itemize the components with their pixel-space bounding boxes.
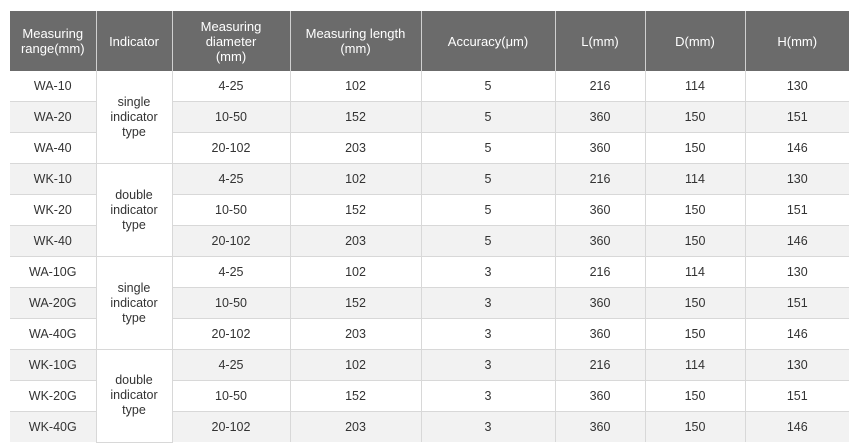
length-cell: 102 — [290, 71, 421, 102]
model-cell: WA-20G — [10, 288, 96, 319]
h-cell: 146 — [745, 412, 849, 443]
l-cell: 360 — [555, 288, 645, 319]
l-cell: 360 — [555, 226, 645, 257]
d-cell: 150 — [645, 319, 745, 350]
l-cell: 360 — [555, 102, 645, 133]
model-cell: WK-10G — [10, 350, 96, 381]
d-cell: 150 — [645, 195, 745, 226]
model-cell: WA-10 — [10, 71, 96, 102]
header-row — [10, 11, 849, 71]
length-cell: 152 — [290, 102, 421, 133]
model-cell: WK-20G — [10, 381, 96, 412]
model-cell: WK-10 — [10, 164, 96, 195]
length-cell: 152 — [290, 195, 421, 226]
d-cell: 114 — [645, 71, 745, 102]
indicator-cell: double indicator type — [96, 164, 172, 257]
length-cell: 152 — [290, 381, 421, 412]
h-cell: 130 — [745, 164, 849, 195]
l-cell: 360 — [555, 319, 645, 350]
table-row — [10, 350, 849, 381]
diameter-cell: 20-102 — [172, 226, 290, 257]
indicator-cell: single indicator type — [96, 71, 172, 164]
diameter-cell: 10-50 — [172, 288, 290, 319]
table-row — [10, 164, 849, 195]
h-cell: 146 — [745, 133, 849, 164]
accuracy-cell: 5 — [421, 102, 555, 133]
accuracy-cell: 3 — [421, 257, 555, 288]
table-header — [10, 11, 849, 71]
length-cell: 203 — [290, 319, 421, 350]
length-cell: 203 — [290, 412, 421, 443]
length-cell: 102 — [290, 350, 421, 381]
length-cell: 102 — [290, 257, 421, 288]
length-cell: 203 — [290, 133, 421, 164]
accuracy-cell: 3 — [421, 288, 555, 319]
indicator-cell: single indicator type — [96, 257, 172, 350]
l-cell: 216 — [555, 350, 645, 381]
table-row — [10, 257, 849, 288]
l-cell: 360 — [555, 412, 645, 443]
model-cell: WA-20 — [10, 102, 96, 133]
d-cell: 150 — [645, 288, 745, 319]
accuracy-cell: 3 — [421, 412, 555, 443]
diameter-cell: 4-25 — [172, 350, 290, 381]
l-cell: 216 — [555, 71, 645, 102]
h-cell: 151 — [745, 195, 849, 226]
diameter-cell: 10-50 — [172, 381, 290, 412]
accuracy-cell: 3 — [421, 381, 555, 412]
l-cell: 360 — [555, 195, 645, 226]
length-cell: 203 — [290, 226, 421, 257]
d-cell: 150 — [645, 226, 745, 257]
d-cell: 150 — [645, 412, 745, 443]
h-cell: 130 — [745, 71, 849, 102]
header-measuring-diameter: Measuring diameter (mm) — [172, 11, 290, 71]
l-cell: 216 — [555, 257, 645, 288]
length-cell: 152 — [290, 288, 421, 319]
h-cell: 130 — [745, 350, 849, 381]
table-body — [10, 71, 849, 442]
model-cell: WA-40 — [10, 133, 96, 164]
diameter-cell: 10-50 — [172, 102, 290, 133]
l-cell: 216 — [555, 164, 645, 195]
l-cell: 360 — [555, 133, 645, 164]
model-cell: WK-40G — [10, 412, 96, 443]
accuracy-cell: 5 — [421, 195, 555, 226]
table-row — [10, 71, 849, 102]
indicator-cell: double indicator type — [96, 350, 172, 443]
accuracy-cell: 5 — [421, 71, 555, 102]
header-d: D(mm) — [645, 11, 745, 71]
diameter-cell: 20-102 — [172, 319, 290, 350]
d-cell: 114 — [645, 164, 745, 195]
accuracy-cell: 5 — [421, 226, 555, 257]
accuracy-cell: 3 — [421, 350, 555, 381]
h-cell: 146 — [745, 226, 849, 257]
accuracy-cell: 5 — [421, 164, 555, 195]
model-cell: WK-20 — [10, 195, 96, 226]
h-cell: 151 — [745, 288, 849, 319]
l-cell: 360 — [555, 381, 645, 412]
h-cell: 151 — [745, 381, 849, 412]
diameter-cell: 20-102 — [172, 412, 290, 443]
diameter-cell: 10-50 — [172, 195, 290, 226]
header-accuracy: Accuracy(μm) — [421, 11, 555, 71]
spec-table — [10, 11, 849, 443]
model-cell: WA-40G — [10, 319, 96, 350]
header-measuring-range: Measuring range(mm) — [10, 11, 96, 71]
accuracy-cell: 3 — [421, 319, 555, 350]
length-cell: 102 — [290, 164, 421, 195]
d-cell: 114 — [645, 257, 745, 288]
header-l: L(mm) — [555, 11, 645, 71]
diameter-cell: 4-25 — [172, 257, 290, 288]
header-indicator: Indicator — [96, 11, 172, 71]
h-cell: 130 — [745, 257, 849, 288]
accuracy-cell: 5 — [421, 133, 555, 164]
d-cell: 150 — [645, 133, 745, 164]
header-measuring-length: Measuring length (mm) — [290, 11, 421, 71]
header-h: H(mm) — [745, 11, 849, 71]
diameter-cell: 20-102 — [172, 133, 290, 164]
d-cell: 150 — [645, 102, 745, 133]
h-cell: 146 — [745, 319, 849, 350]
spec-table-container — [10, 11, 849, 443]
d-cell: 150 — [645, 381, 745, 412]
diameter-cell: 4-25 — [172, 71, 290, 102]
diameter-cell: 4-25 — [172, 164, 290, 195]
model-cell: WA-10G — [10, 257, 96, 288]
h-cell: 151 — [745, 102, 849, 133]
d-cell: 114 — [645, 350, 745, 381]
model-cell: WK-40 — [10, 226, 96, 257]
